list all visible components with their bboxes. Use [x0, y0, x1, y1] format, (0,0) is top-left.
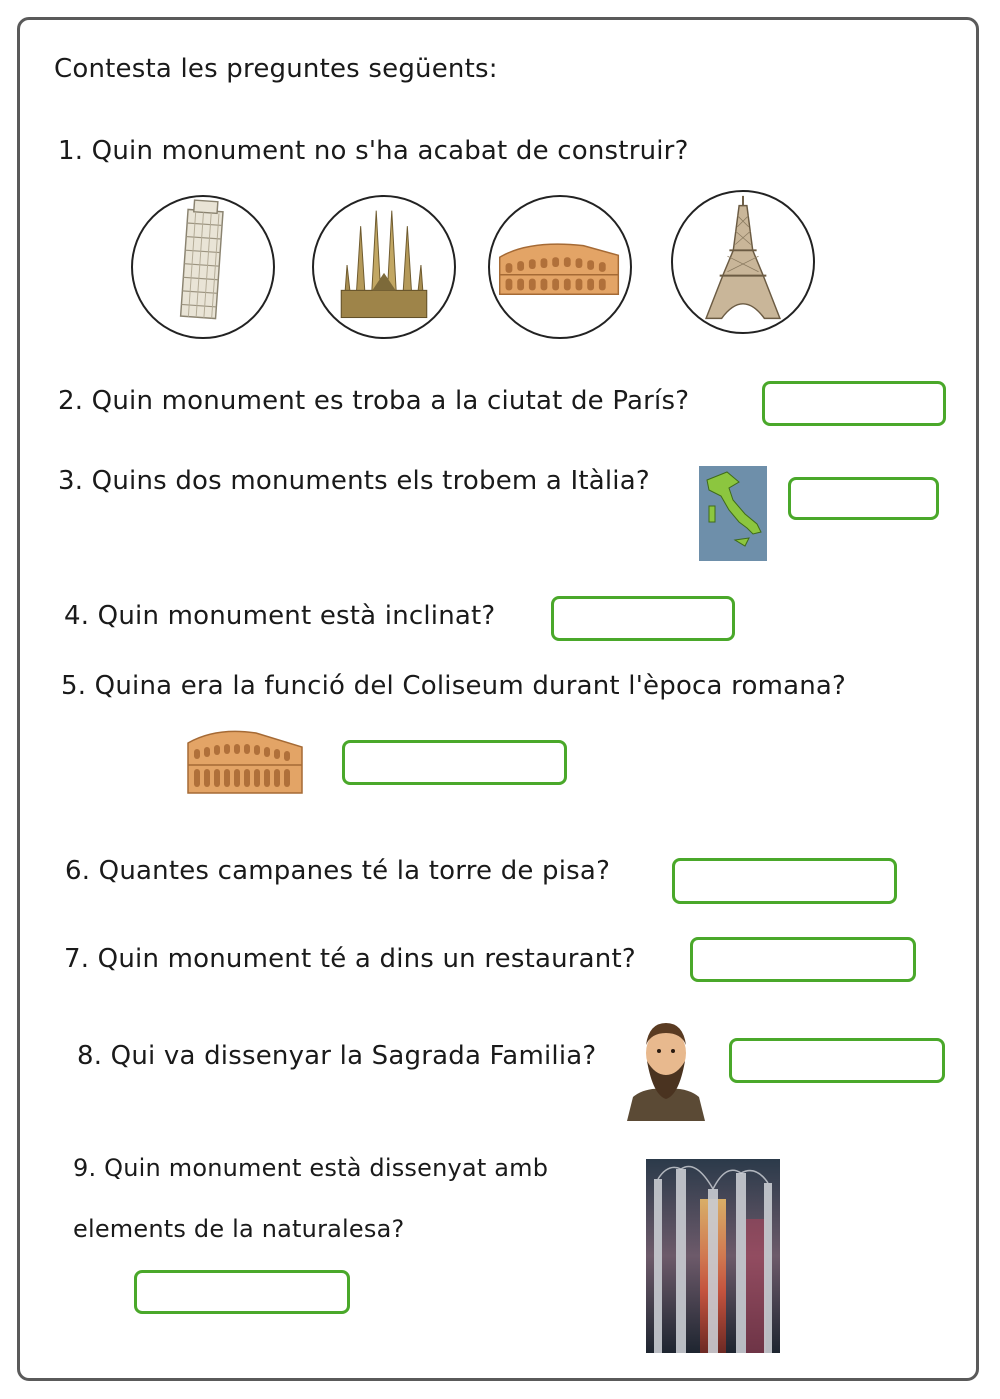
question-4: 4. Quin monument està inclinat?	[64, 601, 496, 631]
answer-input-5[interactable]	[342, 740, 567, 785]
italy-map-image	[699, 466, 767, 561]
answer-input-3[interactable]	[788, 477, 939, 520]
instructions: Contesta les preguntes següents:	[54, 54, 498, 84]
italy-map-icon	[699, 466, 767, 561]
gaudi-portrait-image	[623, 1015, 709, 1121]
question-9-line-2: elements de la naturalesa?	[73, 1215, 405, 1243]
question-2: 2. Quin monument es troba a la ciutat de París?	[58, 386, 690, 416]
question-3: 3. Quins dos monuments els trobem a Itàlia?	[58, 466, 650, 496]
answer-input-6[interactable]	[672, 858, 897, 904]
answer-input-2[interactable]	[762, 381, 946, 426]
question-9-line-1: 9. Quin monument està dissenyat amb	[73, 1154, 549, 1182]
question-5: 5. Quina era la funció del Coliseum durant l'època romana?	[61, 671, 847, 701]
question-8: 8. Qui va dissenyar la Sagrada Familia?	[77, 1041, 597, 1071]
answer-input-8[interactable]	[729, 1038, 945, 1083]
answer-input-4[interactable]	[551, 596, 735, 641]
gaudi-portrait-icon	[623, 1015, 709, 1121]
sagrada-familia-icon	[314, 197, 454, 337]
colosseum-icon	[186, 725, 304, 797]
sagrada-familia-interior-image	[646, 1159, 780, 1353]
sagrada-familia-interior-icon	[646, 1159, 780, 1353]
choice-colosseum[interactable]	[488, 195, 632, 339]
choice-leaning-tower-of-pisa[interactable]	[131, 195, 275, 339]
colosseum-icon	[490, 197, 630, 337]
colosseum-image	[186, 725, 304, 797]
question-7: 7. Quin monument té a dins un restaurant?	[64, 944, 636, 974]
choice-eiffel-tower[interactable]	[671, 190, 815, 334]
pisa-tower-icon	[133, 197, 273, 337]
question-6: 6. Quantes campanes té la torre de pisa?	[65, 856, 611, 886]
choice-sagrada-familia[interactable]	[312, 195, 456, 339]
eiffel-tower-icon	[673, 192, 813, 332]
answer-input-7[interactable]	[690, 937, 916, 982]
question-1: 1. Quin monument no s'ha acabat de construir?	[58, 136, 689, 166]
answer-input-9[interactable]	[134, 1270, 350, 1314]
